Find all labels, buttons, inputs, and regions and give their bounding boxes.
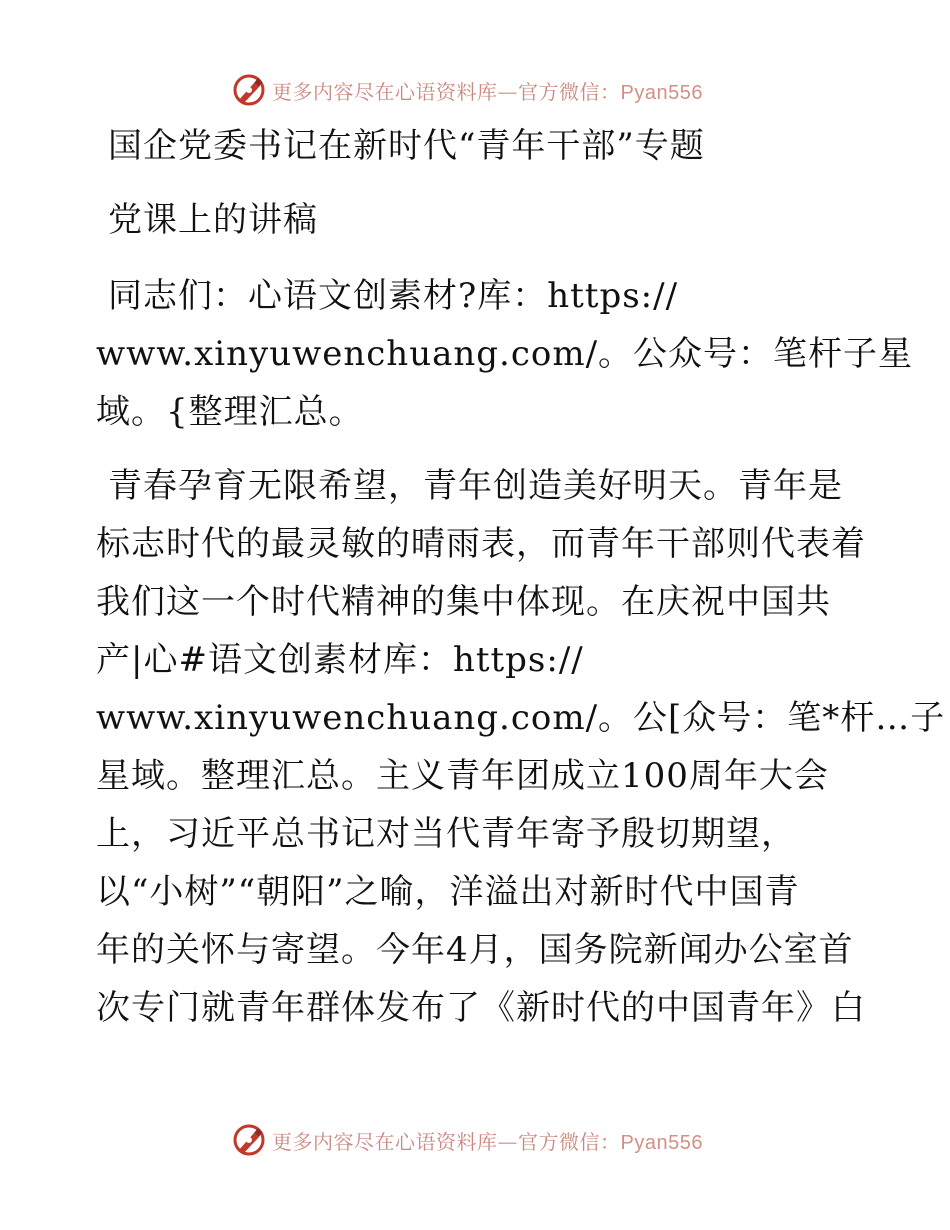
- body-line-7: 上，习近平总书记对当代青年寄予殷切期望，: [96, 814, 796, 854]
- body-line-5: www.xinyuwenchuang.com/。公[众号：笔*杆…子: [96, 698, 946, 738]
- banner-site-text: 更多内容尽在心语资料库: [272, 1129, 498, 1154]
- document-title-line-1: 国企党委书记在新时代“青年干部”专题: [108, 126, 705, 166]
- pen-logo-icon: [232, 73, 266, 107]
- banner-wechat-id: Pyan556: [620, 81, 703, 104]
- banner-text: [272, 76, 703, 105]
- body-line-2: 标志时代的最灵敏的晴雨表，而青年干部则代表着: [96, 524, 866, 564]
- body-line-8: 以“小树”“朝阳”之喻，洋溢出对新时代中国青: [96, 872, 800, 912]
- banner-site-text: 更多内容尽在心语资料库: [272, 79, 498, 104]
- body-line-3: 我们这一个时代精神的集中体现。在庆祝中国共: [96, 582, 831, 622]
- header-banner: [232, 72, 712, 108]
- document-title-line-2: 党课上的讲稿: [108, 200, 318, 240]
- greeting-line-2: www.xinyuwenchuang.com/。公众号：笔杆子星: [96, 334, 914, 374]
- body-line-6: 星域。整理汇总。主义青年团成立100周年大会: [96, 756, 829, 796]
- body-line-9: 年的关怀与寄望。今年4月，国务院新闻办公室首: [96, 930, 854, 970]
- banner-separator: —: [497, 79, 518, 104]
- banner-wechat-label: 官方微信：: [518, 79, 621, 104]
- body-line-4: 产|心#语文创素材库：https://: [96, 640, 584, 680]
- banner-text: [272, 1126, 703, 1155]
- body-line-10: 次专门就青年群体发布了《新时代的中国青年》白: [96, 988, 866, 1028]
- footer-banner: [232, 1122, 712, 1158]
- banner-wechat-label: 官方微信：: [518, 1129, 621, 1154]
- banner-separator: —: [497, 1129, 518, 1154]
- banner-wechat-id: Pyan556: [620, 1131, 703, 1154]
- greeting-line-3: 域。{整理汇总。: [96, 392, 364, 432]
- body-line-1: 青春孕育无限希望，青年创造美好明天。青年是: [108, 466, 843, 506]
- greeting-line-1: 同志们：心语文创素材?库：https://: [108, 276, 679, 316]
- pen-logo-icon: [232, 1123, 266, 1157]
